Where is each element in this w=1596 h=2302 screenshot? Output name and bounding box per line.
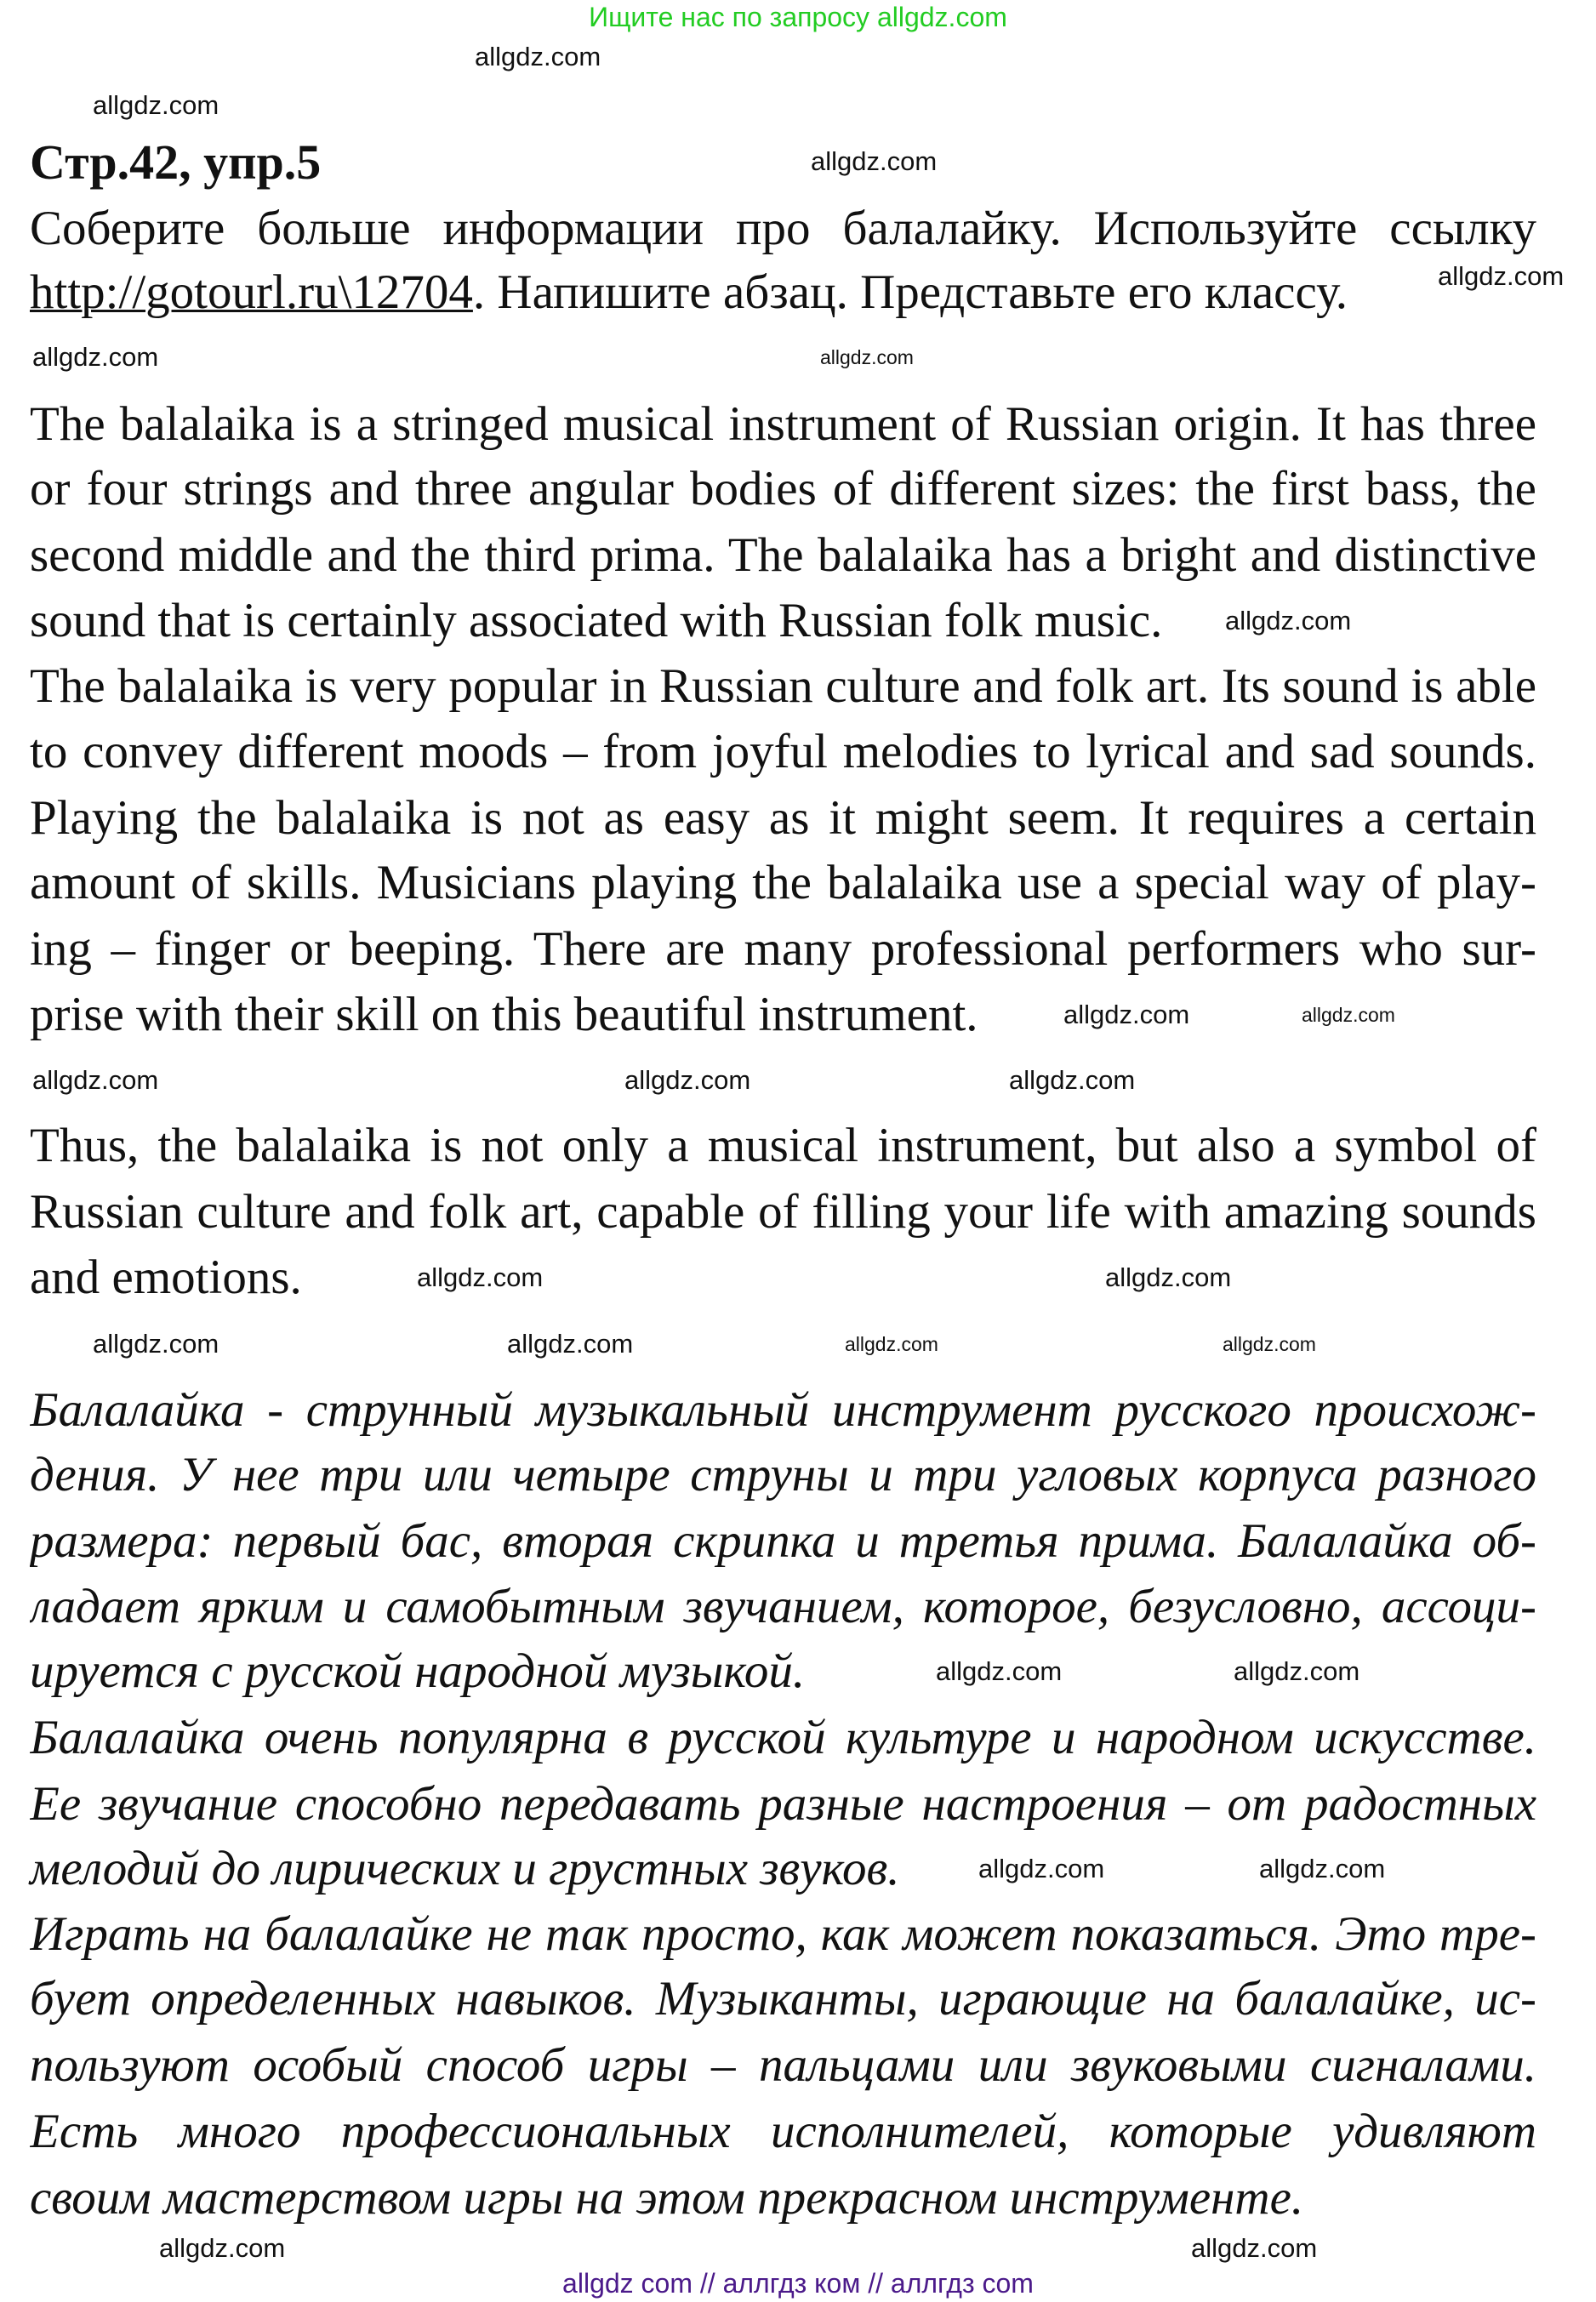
watermark-text: allgdz.com: [845, 1333, 938, 1355]
watermark-text: allgdz.com: [1191, 2233, 1318, 2263]
watermark-text: allgdz.com: [475, 42, 601, 71]
russian-line: пользуют особый способ игры – пальцами или звуковыми сигналами.: [30, 2038, 1536, 2092]
task-line-2-rest: . Напишите абзац. Представьте его классу.: [472, 265, 1348, 319]
watermark-text: allgdz.com: [820, 346, 914, 368]
watermark-text: allgdz.com: [1225, 606, 1352, 635]
watermark-text: allgdz.com: [1438, 261, 1565, 291]
english-line: sound that is certainly associated with Russian folk music.: [30, 594, 1163, 647]
russian-line: Балалайка очень популярна в русской культуре и народном искусстве.: [30, 1711, 1536, 1764]
russian-line: дения. У нее три или четыре струны и три угловых корпуса разного: [30, 1448, 1536, 1501]
watermark-text: allgdz.com: [1105, 1262, 1232, 1292]
watermark-text: allgdz.com: [1063, 1000, 1190, 1029]
gotourl-link[interactable]: http://gotourl.ru\12704: [30, 265, 473, 319]
english-line: to convey different moods – from joyful melodies to lyrical and sad sounds.: [30, 725, 1536, 778]
task-line-2: [30, 259, 1348, 326]
watermark-text: allgdz.com: [1302, 1004, 1395, 1026]
watermark-text: allgdz.com: [936, 1656, 1063, 1686]
english-line: The balalaika is a stringed musical instrument of Russian origin. It has three: [30, 397, 1536, 451]
page-title: Стр.42, упр.5: [30, 134, 322, 190]
russian-line: мелодий до лирических и грустных звуков.: [30, 1842, 900, 1895]
english-line: ing – finger or beeping. There are many professional performers who sur-: [30, 922, 1536, 976]
english-line: and emotions.: [30, 1251, 302, 1304]
watermark-text: allgdz.com: [159, 2233, 286, 2263]
watermark-text: allgdz.com: [1234, 1656, 1360, 1686]
footer-watermark: allgdz com // аллгдз ком // аллгдз com: [562, 2268, 1034, 2299]
english-line: second middle and the third prima. The balalaika has a bright and distinctive: [30, 528, 1536, 582]
russian-line: Ее звучание способно передавать разные настроения – от радостных: [30, 1777, 1536, 1831]
watermark-text: allgdz.com: [978, 1854, 1105, 1883]
russian-line: Есть много профессиональных исполнителей, которые удивляют: [30, 2105, 1536, 2158]
watermark-text: allgdz.com: [507, 1329, 634, 1359]
watermark-text: allgdz.com: [93, 1329, 219, 1359]
watermark-text: allgdz.com: [417, 1262, 544, 1292]
russian-line: размера: первый бас, вторая скрипка и третья прима. Балалайка об-: [30, 1514, 1536, 1568]
russian-line: Балалайка - струнный музыкальный инструмент русского происхож-: [30, 1383, 1536, 1437]
english-line: prise with their skill on this beautiful instrument.: [30, 988, 978, 1041]
russian-line: Играть на балалайке не так просто, как может показаться. Это тре-: [30, 1907, 1536, 1961]
watermark-text: allgdz.com: [1259, 1854, 1386, 1883]
watermark-text: allgdz.com: [32, 1065, 159, 1095]
english-line: amount of skills. Musicians playing the balalaika use a special way of play-: [30, 856, 1536, 909]
english-line: The balalaika is very popular in Russian culture and folk art. Its sound is able: [30, 659, 1536, 713]
russian-line: ируется с русской народной музыкой.: [30, 1644, 806, 1698]
watermark-text: allgdz.com: [624, 1065, 751, 1095]
watermark-text: allgdz.com: [811, 146, 938, 176]
english-line: or four strings and three angular bodies of different sizes: the first bass, the: [30, 462, 1536, 516]
russian-line: ладает ярким и самобытным звучанием, которое, безусловно, ассоци-: [30, 1580, 1536, 1633]
task-line-1: Соберите больше информации про балалайку. Используйте ссылку: [30, 202, 1536, 255]
watermark-text: allgdz.com: [1223, 1333, 1316, 1355]
russian-line: своим мастерством игры на этом прекрасном инструменте.: [30, 2171, 1304, 2225]
english-line: Playing the balalaika is not as easy as it might seem. It requires a certain: [30, 791, 1536, 845]
search-banner: Ищите нас по запросу allgdz.com: [589, 2, 1007, 32]
english-line: Thus, the balalaika is not only a musical instrument, but also a symbol of: [30, 1119, 1536, 1172]
watermark-text: allgdz.com: [32, 342, 159, 372]
english-line: Russian culture and folk art, capable of filling your life with amazing sounds: [30, 1185, 1536, 1239]
watermark-text: allgdz.com: [93, 90, 219, 120]
russian-line: бует определенных навыков. Музыканты, играющие на балалайке, ис-: [30, 1972, 1536, 2026]
watermark-text: allgdz.com: [1009, 1065, 1136, 1095]
